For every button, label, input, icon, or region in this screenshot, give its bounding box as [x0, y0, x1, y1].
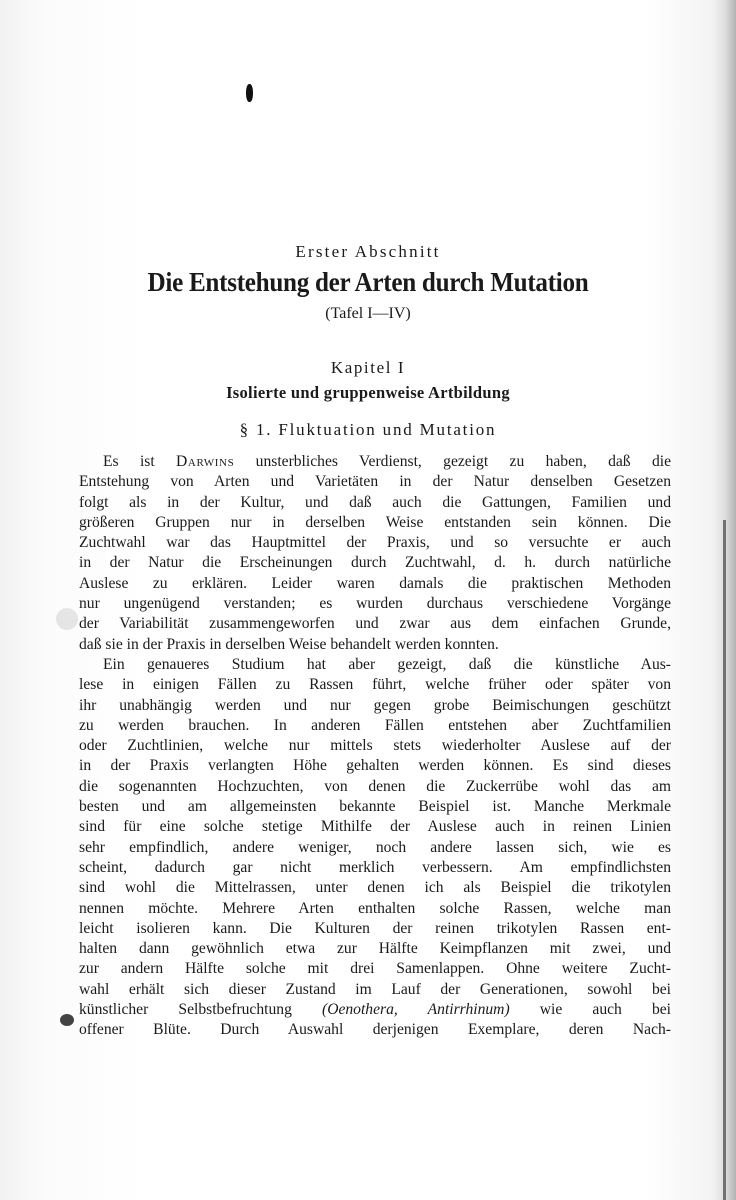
- chapter-heading: Kapitel I: [330, 358, 406, 377]
- chapter-title: Isolierte und gruppenweise Artbildung: [226, 383, 510, 402]
- text-line: sind wohl die Mittelrassen, unter denen ich als Beispiel die trikotylen: [79, 879, 671, 897]
- smudge: [56, 608, 78, 630]
- text-line: scheint, dadurch gar nicht merklich verbessern. Am empfindlichsten: [79, 858, 671, 876]
- text-line: Auslese zu erklären. Leider waren damals die praktischen Methoden: [79, 574, 671, 592]
- text-line: zu werden brauchen. In anderen Fällen entstehen aber Zuchtfamilien: [79, 716, 671, 734]
- text-line: halten dann gewöhnlich etwa zur Hälfte Keimpflanzen mit zwei, und: [79, 940, 671, 958]
- text-line: Zuchtwahl war das Hauptmittel der Praxis, und so versuchte er auch: [79, 534, 671, 552]
- binding-edge-line: [723, 520, 726, 1200]
- author-name-darwin: Darwins: [176, 453, 235, 470]
- text-line: Es ist Darwins unsterbliches Verdienst, gezeigt zu haben, daß die: [103, 453, 671, 470]
- text-line: die sogenannten Hochzuchten, von denen die Zuckerrübe wohl das am: [79, 777, 671, 795]
- text-line: besten und am allgemeinsten bekannte Beispiel ist. Manche Merkmale: [79, 798, 671, 816]
- text-line: Ein genaueres Studium hat aber gezeigt, daß die künstliche Aus-: [103, 655, 671, 673]
- ink-blot: [246, 84, 253, 102]
- text-line: leicht isolieren kann. Die Kulturen der reinen trikotylen Rassen ent-: [79, 919, 671, 937]
- text-line: in der Natur die Erscheinungen durch Zuchtwahl, d. h. durch natürliche: [79, 554, 671, 572]
- ink-blot: [60, 1014, 74, 1026]
- text-line: sind für eine solche stetige Mithilfe der Auslese auch in reinen Linien: [79, 818, 671, 836]
- text-line: der Variabilität zusammengeworfen und zwar aus dem einfachen Grunde,: [79, 615, 671, 633]
- text-line: sehr empfindlich, andere weniger, noch andere lassen sich, wie es: [79, 838, 671, 856]
- text-line: größeren Gruppen nur in derselben Weise entstanden sein können. Die: [79, 513, 671, 531]
- main-title: Die Entstehung der Arten durch Mutation: [147, 267, 589, 297]
- text-line: daß sie in der Praxis in derselben Weise behandelt werden konnten.: [79, 635, 499, 653]
- text-line: künstlicher Selbstbefruchtung (Oenothera, Antirrhinum) wie auch bei: [79, 1001, 671, 1019]
- text-line: folgt als in der Kultur, und daß auch die Gattungen, Familien und: [79, 493, 671, 511]
- text-line: oder Zuchtlinien, welche nur mittels stets wiederholter Auslese auf der: [79, 737, 671, 755]
- text-line: in der Praxis verlangten Höhe gehalten werden können. Es sind dieses: [79, 757, 671, 775]
- text-line: zur andern Hälfte solche mit drei Samenlappen. Ohne weitere Zucht-: [79, 960, 671, 978]
- text-line: nur ungenügend verstanden; es wurden durchaus verschiedene Vorgänge: [79, 595, 671, 613]
- italic-species-names: (Oenothera, Antirrhinum): [322, 1001, 510, 1019]
- text-line: Entstehung von Arten und Varietäten in der Natur denselben Gesetzen: [79, 473, 671, 491]
- paragraph-heading: § 1. Fluktuation und Mutation: [239, 420, 497, 439]
- text-line: nennen möchte. Mehrere Arten enthalten solche Rassen, welche man: [79, 899, 671, 917]
- body-text: [79, 452, 671, 1041]
- text-line: ihr unabhängig werden und nur gegen grobe Beimischungen geschützt: [79, 696, 671, 714]
- text-line: offener Blüte. Durch Auswahl derjenigen Exemplare, deren Nach-: [79, 1021, 671, 1039]
- section-heading: Erster Abschnitt: [295, 242, 441, 261]
- plates-reference: (Tafel I—IV): [325, 305, 411, 322]
- text-line: wahl erhält sich dieser Zustand im Lauf der Generationen, sowohl bei: [79, 980, 671, 998]
- text-line: lese in einigen Fällen zu Rassen führt, welche früher oder später von: [79, 676, 671, 694]
